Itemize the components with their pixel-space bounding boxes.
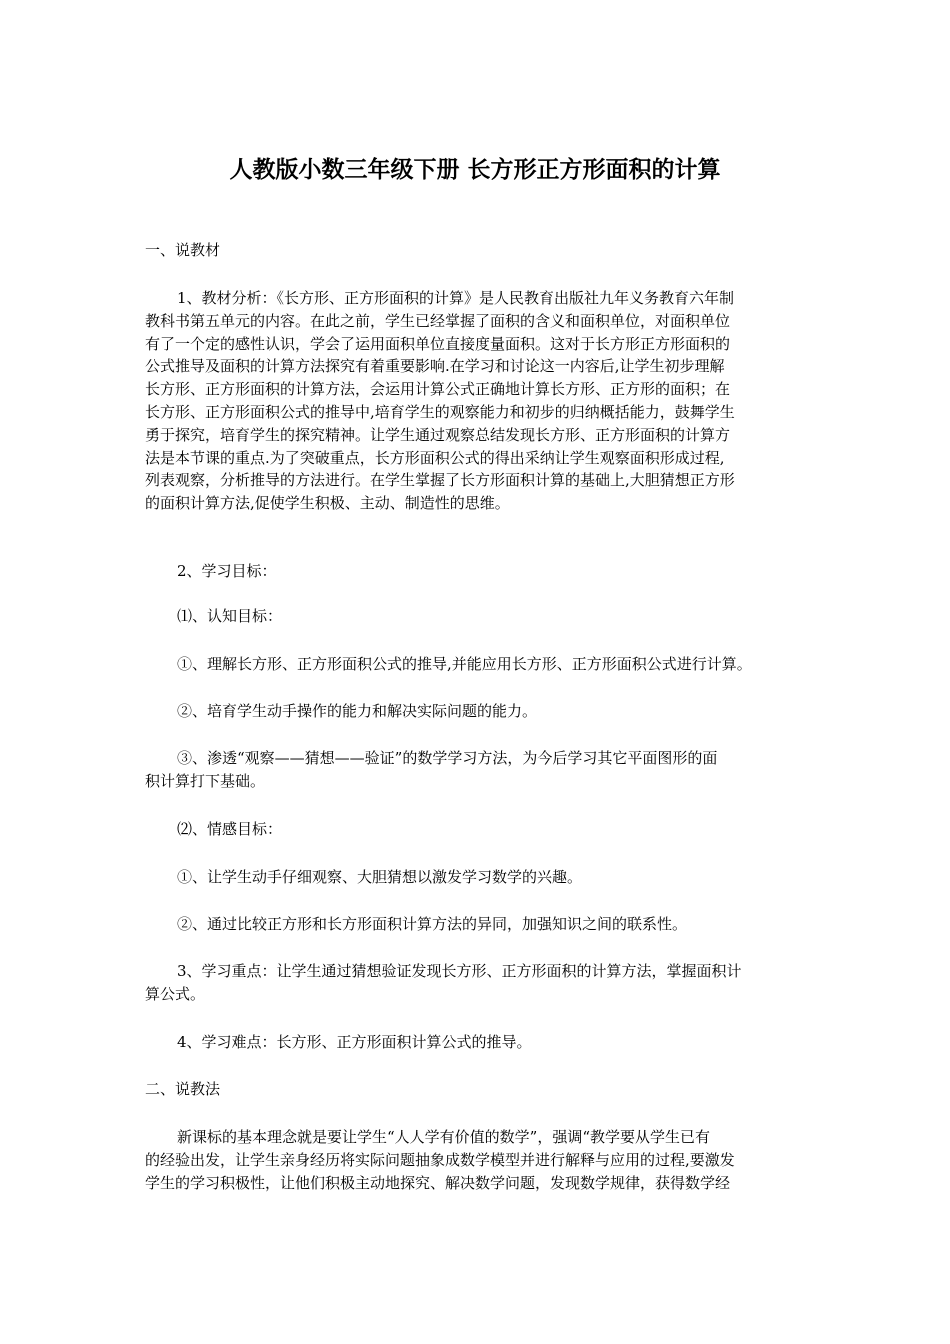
- text-line: ③、渗透“观察——猜想——验证”的数学学习方法，为今后学习其它平面图形的面: [177, 749, 718, 767]
- text-line: 学生的学习积极性，让他们积极主动地探究、解决数学问题，发现数学规律，获得数学经: [145, 1173, 731, 1192]
- text-line: 3、学习重点：让学生通过猜想验证发现长方形、正方形面积的计算方法，掌握面积计: [177, 962, 742, 980]
- text-line: 的面积计算方法,促使学生积极、主动、制造性的思维。: [145, 494, 510, 513]
- section-heading-jiaofa: 二、说教法: [145, 1080, 221, 1098]
- text-line: 教科书第五单元的内容。在此之前，学生已经掌握了面积的含义和面积单位，对面积单位: [145, 311, 731, 330]
- paragraph-difficult-points: 4、学习难点：长方形、正方形面积计算公式的推导。: [177, 1033, 532, 1051]
- text-line: 有了一个定的感性认识，学会了运用面积单位直接度量面积。这对于长方形正方形面积的: [145, 334, 731, 353]
- text-line: 勇于探究，培育学生的探究精神。让学生通过观察总结发现长方形、正方形面积的计算方: [145, 425, 731, 444]
- section-heading-jiaocai: 一、说教材: [145, 241, 221, 259]
- paragraph-goal-2: ②、培育学生动手操作的能力和解决实际问题的能力。: [177, 702, 538, 720]
- text-line: 法是本节课的重点.为了突破重点，长方形面积公式的得出采纳让学生观察面积形成过程,: [145, 448, 725, 467]
- text-line: 1、教材分析：《长方形、正方形面积的计算》是人民教育出版社九年义务教育六年制: [177, 289, 735, 307]
- text-line: 算公式。: [145, 984, 206, 1003]
- text-line: 长方形、正方形面积的计算方法，会运用计算公式正确地计算长方形、正方形的面积；在: [145, 380, 731, 399]
- paragraph-teaching-method: [145, 1126, 825, 1194]
- paragraph-goal-1: ①、理解长方形、正方形面积公式的推导,并能应用长方形、正方形面积公式进行计算。: [177, 655, 752, 673]
- paragraph-cognitive-goals: ⑴、认知目标：: [177, 607, 283, 625]
- paragraph-textbook-analysis: [145, 287, 825, 515]
- text-line: 公式推导及面积的计算方法探究有着重要影响.在学习和讨论这一内容后,让学生初步理解: [145, 357, 725, 376]
- text-line: 长方形、正方形面积公式的推导中,培育学生的观察能力和初步的归纳概括能力，鼓舞学生: [145, 402, 735, 421]
- document-title: 人教版小数三年级下册 长方形正方形面积的计算: [229, 157, 721, 183]
- paragraph-emotional-goal-1: ①、让学生动手仔细观察、大胆猜想以激发学习数学的兴趣。: [177, 868, 583, 886]
- text-line: 积计算打下基础。: [145, 771, 266, 790]
- paragraph-learning-goals: 2、学习目标：: [177, 562, 277, 580]
- paragraph-goal-3: [145, 747, 825, 793]
- text-line: 的经验出发，让学生亲身经历将实际问题抽象成数学模型并进行解释与应用的过程,要激发: [145, 1150, 735, 1169]
- text-line: 列表观察，分析推导的方法进行。在学生掌握了长方形面积计算的基础上,大胆猜想正方形: [145, 471, 735, 490]
- paragraph-emotional-goal-2: ②、通过比较正方形和长方形面积计算方法的异同，加强知识之间的联系性。: [177, 915, 688, 933]
- paragraph-key-points: [145, 960, 825, 1006]
- paragraph-emotional-goals: ⑵、情感目标：: [177, 820, 283, 838]
- text-line: 新课标的基本理念就是要让学生“人人学有价值的数学”，强调“教学要从学生已有: [177, 1128, 711, 1146]
